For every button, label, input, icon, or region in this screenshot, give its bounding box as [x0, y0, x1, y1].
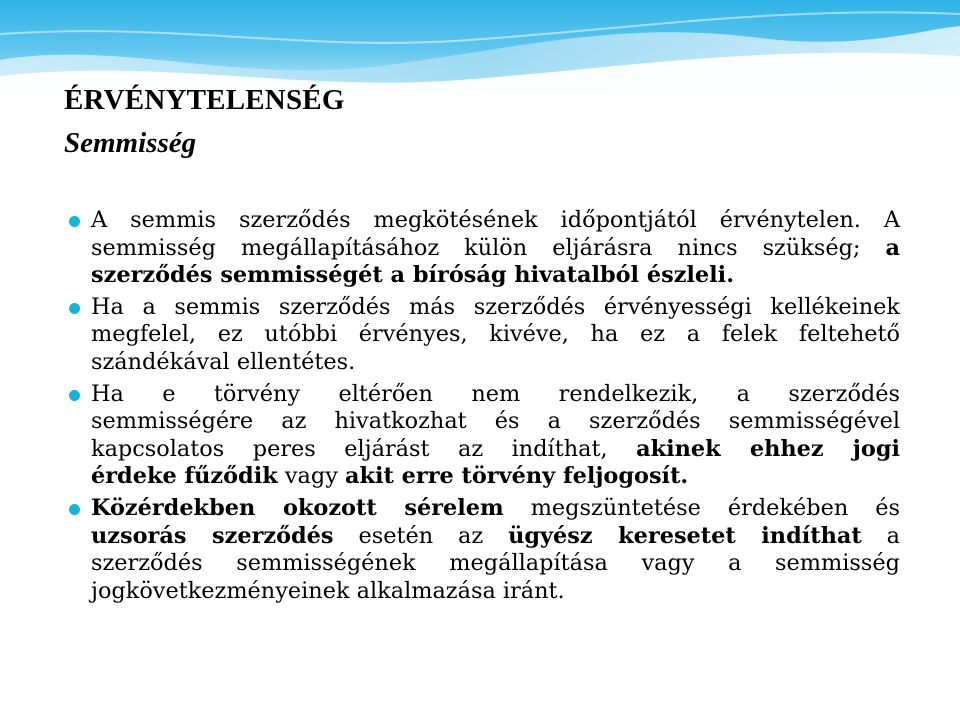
bullet-dot-icon: [69, 504, 80, 515]
slide-subtitle: Semmisség: [64, 127, 197, 159]
bullet-4-line-3: szerződés semmisségének megállapítása vagy a semmisség: [91, 550, 900, 577]
decorative-header-band: [0, 0, 960, 92]
bullet-3-line-1: Ha e törvény eltérően nem rendelkezik, a szerződés: [91, 380, 900, 407]
bullet-3-line-3: kapcsolatos peres eljárást az indíthat, akinek ehhez jogi: [91, 435, 900, 462]
bullet-1-line-1: A semmis szerződés megkötésének időpontjától érvénytelen. A: [91, 207, 900, 233]
bullet-1-line-3: szerződés semmisségét a bíróság hivatalból észleli.: [91, 262, 734, 289]
bullet-2-line-3: szándékával ellentétes.: [91, 348, 356, 375]
bullet-4-line-1: Közérdekben okozott sérelem megszüntetése érdekében és: [91, 494, 900, 521]
bullet-item-1: [64, 207, 900, 290]
bullet-dot-icon: [69, 390, 80, 401]
bullet-4-line-4: jogkövetkezményeinek alkalmazása iránt.: [91, 577, 565, 604]
bullet-3-line-2: semmisségére az hivatkozhat és a szerződés semmisségével: [91, 408, 900, 435]
bullet-3-line-4: érdeke fűződik vagy akit erre törvény feljogosít.: [91, 463, 689, 490]
bullet-2-line-2: megfelel, ez utóbbi érvényes, kivéve, ha ez a felek feltehető: [91, 321, 900, 348]
bullet-item-4: [64, 495, 900, 605]
bullet-list: [64, 207, 900, 605]
bullet-1-line-2: semmisség megállapításához külön eljárásra nincs szükség; a: [91, 234, 900, 261]
bullet-2-line-1: Ha a semmis szerződés más szerződés érvényességi kellékeinek: [91, 293, 900, 320]
bullet-item-3: [64, 381, 900, 491]
bullet-item-2: [64, 294, 900, 377]
slide-title: ÉRVÉNYTELENSÉG: [64, 84, 345, 116]
bullet-dot-icon: [69, 303, 80, 314]
bullet-dot-icon: [69, 216, 80, 227]
bullet-4-line-2: uzsorás szerződés esetén az ügyész keresetet indíthat a: [91, 522, 900, 549]
